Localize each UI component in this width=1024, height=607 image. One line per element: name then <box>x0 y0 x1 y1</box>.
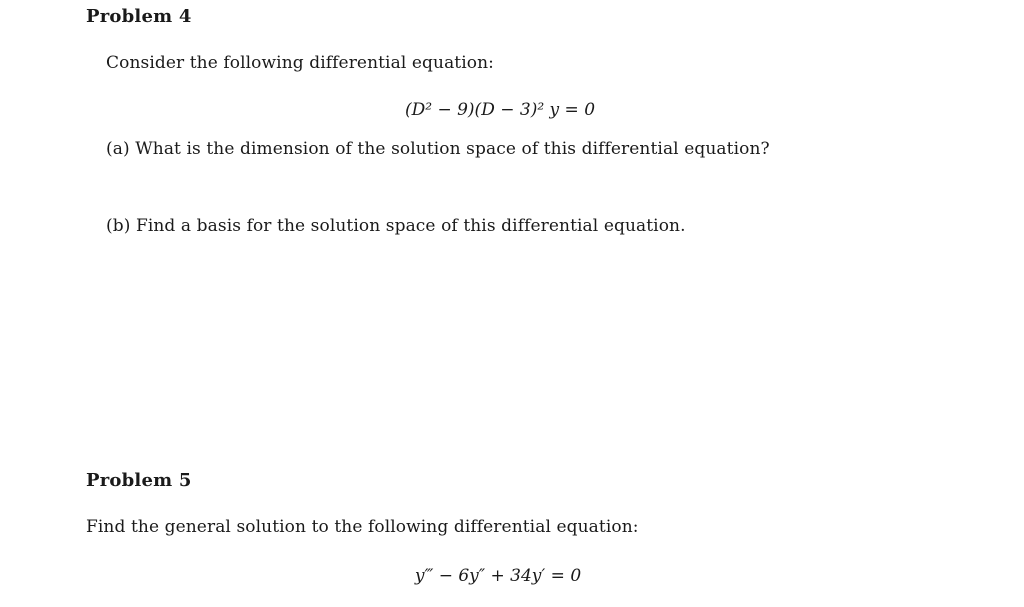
problem-5-intro: Find the general solution to the following differential equation: <box>86 517 639 537</box>
problem-4-part-b: (b) Find a basis for the solution space of this differential equation. <box>106 216 686 236</box>
problem-5-equation: y‴ − 6y″ + 34y′ = 0 <box>414 566 582 586</box>
problem-4-intro: Consider the following differential equation: <box>106 53 494 73</box>
problem-4-part-a: (a) What is the dimension of the solution space of this differential equation? <box>106 139 770 159</box>
problem-4-heading: Problem 4 <box>86 6 192 27</box>
problem-5-heading: Problem 5 <box>86 470 192 491</box>
problem-4-equation: (D² − 9)(D − 3)² y = 0 <box>404 100 596 120</box>
